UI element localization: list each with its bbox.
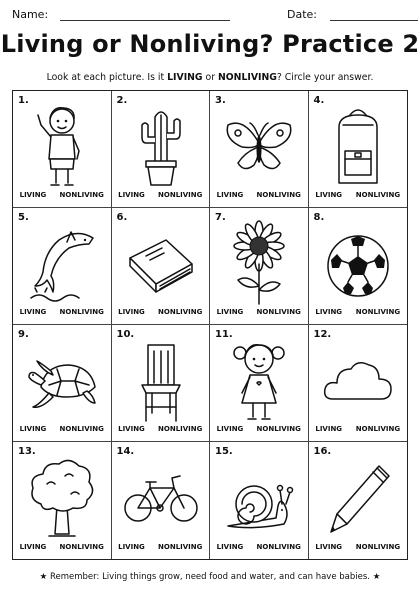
header-row xyxy=(12,8,408,24)
living-option[interactable]: LIVING xyxy=(315,308,343,316)
butterfly-icon xyxy=(224,103,294,189)
living-option[interactable]: LIVING xyxy=(118,308,145,316)
answer-options xyxy=(112,425,210,433)
name-field[interactable] xyxy=(60,20,230,21)
answer-options xyxy=(13,543,111,551)
living-option[interactable]: LIVING xyxy=(19,425,47,433)
item-number: 1. xyxy=(18,95,29,106)
nonliving-option[interactable]: NONLIVING xyxy=(59,191,104,199)
chair-icon xyxy=(126,337,196,423)
answer-options xyxy=(210,425,308,433)
answer-options xyxy=(210,543,308,551)
soccer-ball-icon xyxy=(323,220,393,306)
boy-icon xyxy=(27,103,97,189)
item-number: 4. xyxy=(313,95,325,106)
worksheet-grid xyxy=(12,90,408,560)
item-cell xyxy=(112,91,211,208)
answer-options xyxy=(112,543,210,551)
answer-options xyxy=(13,308,111,316)
answer-options xyxy=(210,308,308,316)
girl-icon xyxy=(224,337,294,423)
item-number: 15. xyxy=(215,446,233,457)
page-title: Living or Nonliving? Practice 2 xyxy=(0,30,420,58)
nonliving-option[interactable]: NONLIVING xyxy=(355,191,401,199)
nonliving-option[interactable]: NONLIVING xyxy=(158,308,203,316)
living-option[interactable]: LIVING xyxy=(315,543,343,551)
item-number: 16. xyxy=(313,446,332,457)
item-number: 13. xyxy=(18,446,36,457)
instructions xyxy=(0,72,420,83)
snail-icon xyxy=(224,454,294,540)
book-icon xyxy=(126,220,196,306)
item-number: 2. xyxy=(116,95,128,106)
item-cell xyxy=(210,325,309,442)
item-cell xyxy=(112,325,211,442)
item-number: 9. xyxy=(18,329,29,340)
item-number: 6. xyxy=(116,212,128,223)
living-option[interactable]: LIVING xyxy=(216,308,244,316)
living-option[interactable]: LIVING xyxy=(19,308,47,316)
pencil-icon xyxy=(323,454,393,540)
tree-icon xyxy=(27,454,97,540)
nonliving-option[interactable]: NONLIVING xyxy=(355,308,401,316)
answer-options xyxy=(309,543,408,551)
instructions-or: or xyxy=(202,72,218,83)
footer-reminder: ★ Remember: Living things grow, need food and water, and can have babies. ★ xyxy=(39,572,381,582)
living-option[interactable]: LIVING xyxy=(315,425,343,433)
answer-options xyxy=(309,425,408,433)
dolphin-icon xyxy=(27,220,97,306)
answer-options xyxy=(210,191,308,199)
item-number: 11. xyxy=(215,329,233,340)
answer-options xyxy=(309,308,408,316)
item-cell xyxy=(309,91,408,208)
instructions-part2: ? Circle your answer. xyxy=(276,72,374,83)
living-option[interactable]: LIVING xyxy=(216,191,244,199)
item-number: 14. xyxy=(116,446,135,457)
living-option[interactable]: LIVING xyxy=(118,191,145,199)
item-cell xyxy=(13,91,112,208)
nonliving-option[interactable]: NONLIVING xyxy=(256,425,301,433)
item-cell xyxy=(309,325,408,442)
living-option[interactable]: LIVING xyxy=(216,543,244,551)
item-number: 10. xyxy=(116,329,135,340)
nonliving-option[interactable]: NONLIVING xyxy=(355,543,401,551)
item-cell xyxy=(13,325,112,442)
living-option[interactable]: LIVING xyxy=(315,191,343,199)
cloud-icon xyxy=(323,337,393,423)
item-cell xyxy=(210,208,309,325)
nonliving-option[interactable]: NONLIVING xyxy=(256,308,301,316)
cactus-icon xyxy=(126,103,196,189)
answer-options xyxy=(112,308,210,316)
item-cell xyxy=(210,442,309,559)
nonliving-option[interactable]: NONLIVING xyxy=(158,191,203,199)
item-cell xyxy=(210,91,309,208)
turtle-icon xyxy=(27,337,97,423)
bicycle-icon xyxy=(126,454,196,540)
item-number: 7. xyxy=(215,212,226,223)
nonliving-option[interactable]: NONLIVING xyxy=(355,425,401,433)
living-option[interactable]: LIVING xyxy=(19,191,47,199)
nonliving-option[interactable]: NONLIVING xyxy=(256,191,301,199)
nonliving-option[interactable]: NONLIVING xyxy=(59,308,104,316)
item-cell xyxy=(112,208,211,325)
item-cell xyxy=(112,442,211,559)
item-cell xyxy=(13,442,112,559)
answer-options xyxy=(309,191,408,199)
item-cell xyxy=(309,442,408,559)
nonliving-option[interactable]: NONLIVING xyxy=(59,543,104,551)
nonliving-option[interactable]: NONLIVING xyxy=(256,543,301,551)
living-option[interactable]: LIVING xyxy=(19,543,47,551)
nonliving-option[interactable]: NONLIVING xyxy=(59,425,104,433)
nonliving-option[interactable]: NONLIVING xyxy=(158,543,203,551)
instructions-living: LIVING xyxy=(167,72,203,83)
name-label: Name: xyxy=(12,8,49,21)
living-option[interactable]: LIVING xyxy=(118,425,145,433)
sunflower-icon xyxy=(224,220,294,306)
instructions-part1: Look at each picture. Is it xyxy=(46,72,168,83)
item-number: 12. xyxy=(313,329,332,340)
answer-options xyxy=(13,425,111,433)
answer-options xyxy=(13,191,111,199)
nonliving-option[interactable]: NONLIVING xyxy=(158,425,203,433)
date-field[interactable] xyxy=(330,20,418,21)
item-number: 3. xyxy=(215,95,226,106)
living-option[interactable]: LIVING xyxy=(216,425,244,433)
item-number: 5. xyxy=(18,212,29,223)
living-option[interactable]: LIVING xyxy=(118,543,145,551)
date-label: Date: xyxy=(287,8,317,21)
item-number: 8. xyxy=(313,212,325,223)
answer-options xyxy=(112,191,210,199)
item-cell xyxy=(13,208,112,325)
instructions-nonliving: NONLIVING xyxy=(217,72,277,83)
backpack-icon xyxy=(323,103,393,189)
item-cell xyxy=(309,208,408,325)
